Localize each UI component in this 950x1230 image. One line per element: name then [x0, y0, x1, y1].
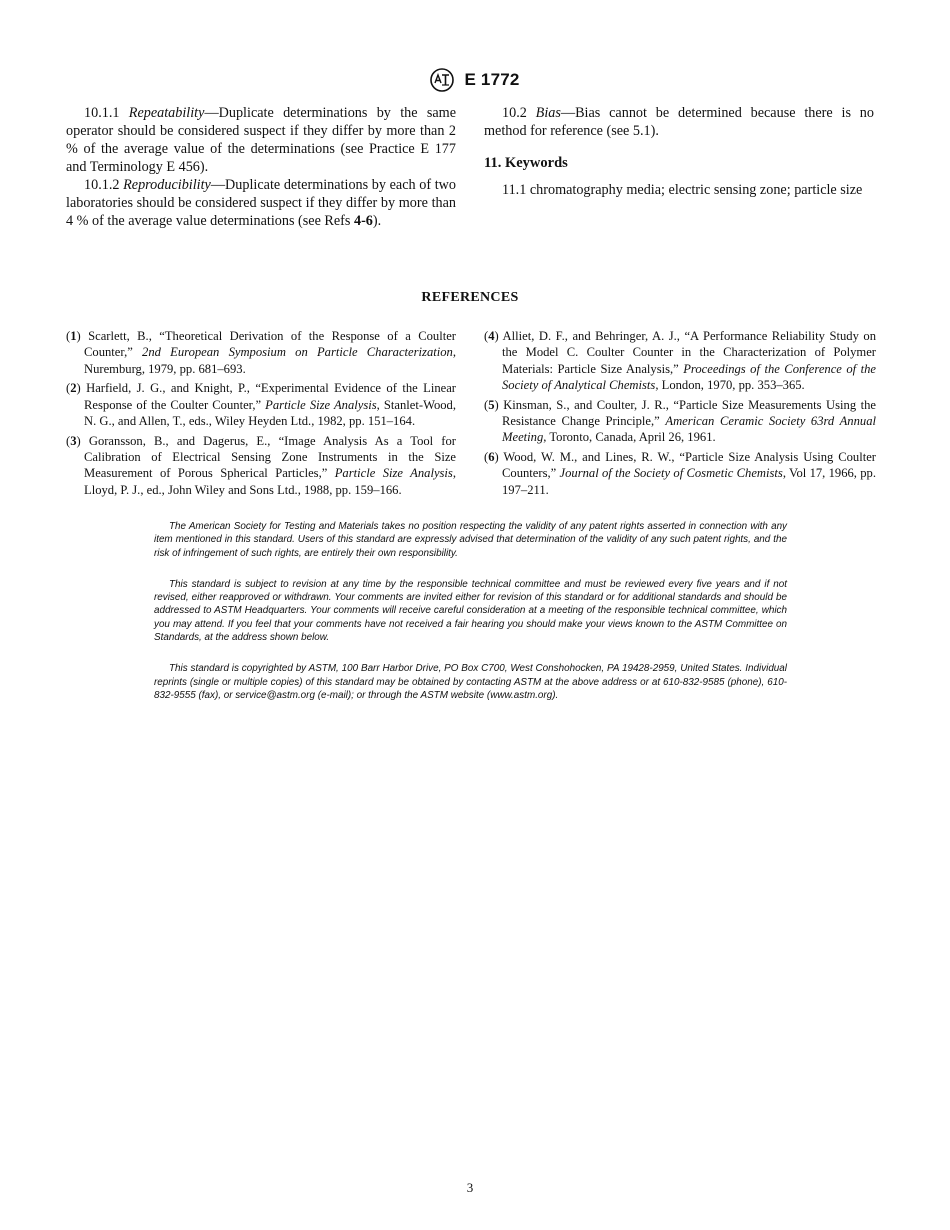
- section-number: 11.1: [502, 182, 527, 198]
- reference-text: Alliet, D. F., and Behringer, A. J., “A Performance Reliability Study on the Model C. Coulter Counter in the Characterization of Polymer Materials: Particle Size Analysis,”: [502, 329, 877, 376]
- section-number: 10.1.1: [84, 105, 120, 121]
- copyright-notice: This standard is copyrighted by ASTM, 100 Barr Harbor Drive, PO Box C700, West Conshohocken, PA 19428-2959, United States. Individual reprints (single or multiple copies) of this standard may be obtained by contacting ASTM at the above address or at 610-832-9585 (phone), 610-832-9555 (fax), or service@astm.org (e-mail); or through the ASTM website (www.astm.org).: [154, 663, 787, 701]
- paragraph-10-1-1: [66, 104, 456, 176]
- reference-details: , Toronto, Canada, April 26, 1961.: [543, 430, 716, 445]
- references-left-column: [66, 328, 456, 501]
- reference-details: , London, 1970, pp. 353–365.: [655, 377, 805, 392]
- page-header: [0, 68, 950, 92]
- document-number: E 1772: [464, 70, 520, 89]
- paragraph-10-2: [484, 104, 874, 140]
- reference-number: 2: [70, 381, 77, 396]
- astm-logo-icon: [430, 68, 454, 92]
- reference-details: , Nuremburg, 1979, pp. 681–693.: [84, 345, 456, 376]
- keywords-text: chromatography media; electric sensing zone; particle size: [529, 182, 863, 198]
- reference-details: , Vol 17, 1966, pp. 197–211.: [502, 466, 876, 497]
- reference-text: Goransson, B., and Dagerus, E., “Image Analysis As a Tool for Calibration of Electrical Sensing Zone Instruments in the Size Measurement of Porous Spherical Particles,”: [84, 433, 456, 481]
- term: Reproducibility: [123, 177, 211, 193]
- term: Bias: [535, 105, 561, 121]
- reference-item: (2) Harfield, J. G., and Knight, P., “Experimental Evidence of the Linear Response of the Coulter Counter,” Particle Size Analysis, Stanlet-Wood, N. G., and Allen, T., eds., Wiley Heyden Ltd., 1982, pp. 151–164.: [66, 381, 456, 428]
- reference-number: 5: [488, 397, 495, 412]
- term: Repeatability: [128, 105, 205, 121]
- keywords-heading: 11. Keywords: [484, 155, 568, 171]
- paragraph-text: —Bias cannot be determined because there is no method for reference (see 5.1).: [484, 105, 874, 139]
- reference-item: (3) Goransson, B., and Dagerus, E., “Image Analysis As a Tool for Calibration of Electrical Sensing Zone Instruments in the Size Measurement of Porous Spherical Particles,” Particle Size Analysis, Lloyd, P. J., ed., John Wiley and Sons Ltd., 1988, pp. 159–166.: [66, 433, 456, 497]
- page-number: 3: [466, 1180, 474, 1195]
- reference-text: Kinsman, S., and Coulter, J. R., “Particle Size Measurements Using the Resistance Change Principle,”: [502, 397, 876, 428]
- reference-text: Wood, W. M., and Lines, R. W., “Particle Size Analysis Using Coulter Counters,”: [502, 450, 876, 481]
- reference-source: Proceedings of the Conference of the Society of Analytical Chemists: [502, 361, 877, 392]
- paragraph-text: —Duplicate determinations by each of two laboratories should be considered suspect if they differ by more than 4 % of the average value determinations (see Refs: [66, 177, 456, 229]
- reference-number: 1: [70, 329, 77, 343]
- paragraph-10-1-2: [66, 176, 456, 230]
- reference-number: 6: [488, 450, 495, 465]
- legal-notices: [154, 520, 787, 720]
- patent-notice: The American Society for Testing and Materials takes no position respecting the validity of any patent rights asserted in connection with any item mentioned in this standard. Users of this standard are expressly advised that determination of the validity of any such patent rights, and the risk of infringement of such rights, are entirely their own responsibility.: [154, 521, 787, 559]
- reference-text: Harfield, J. G., and Knight, P., “Experimental Evidence of the Linear Response of the Coulter Counter,”: [84, 381, 456, 412]
- paragraph-text-end: ).: [372, 213, 382, 229]
- reference-item: (1) Scarlett, B., “Theoretical Derivation of the Response of a Coulter Counter,” 2nd European Symposium on Particle Characterization, Nuremburg, 1979, pp. 681–693.: [66, 329, 457, 376]
- reference-source: American Ceramic Society 63rd Annual Meeting: [502, 413, 876, 445]
- reference-source: Particle Size Analysis: [265, 397, 377, 412]
- reference-number: 3: [70, 433, 77, 448]
- reference-number: 4: [488, 329, 495, 343]
- section-number: 10.2: [502, 105, 527, 121]
- reference-item: (6) Wood, W. M., and Lines, R. W., “Particle Size Analysis Using Coulter Counters,” Journal of the Society of Cosmetic Chemists, Vol 17, 1966, pp. 197–211.: [484, 450, 876, 497]
- reference-item: (4) Alliet, D. F., and Behringer, A. J., “A Performance Reliability Study on the Model C. Coulter Counter in the Characterization of Polymer Materials: Particle Size Analysis,” Proceedings of the Conference of the Society of Analytical Chemists, London, 1970, pp. 353–365.: [484, 329, 877, 392]
- reference-range: 4-6: [353, 213, 373, 229]
- reference-item: (5) Kinsman, S., and Coulter, J. R., “Particle Size Measurements Using the Resistance Change Principle,” American Ceramic Society 63rd Annual Meeting, Toronto, Canada, April 26, 1961.: [484, 397, 876, 445]
- revision-notice: This standard is subject to revision at any time by the responsible technical committee and must be reviewed every five years and if not revised, either reapproved or withdrawn. Your comments are invited either for revision of this standard or for additional standards and should be addressed to ASTM Headquarters. Your comments will receive careful consideration at a meeting of the responsible technical committee, which you may attend. If you feel that your comments have not received a fair hearing you should make your views known to the ASTM Committee on Standards, at the address shown below.: [154, 578, 787, 644]
- references-title: REFERENCES: [421, 290, 519, 305]
- right-column: [484, 104, 874, 199]
- reference-details: , Stanlet-Wood, N. G., and Allen, T., eds., Wiley Heyden Ltd., 1982, pp. 151–164.: [84, 397, 456, 428]
- references-right-column: [484, 328, 876, 501]
- reference-source: Particle Size Analysis: [334, 466, 453, 481]
- reference-source: 2nd European Symposium on Particle Characterization: [142, 345, 453, 360]
- left-column: [66, 104, 456, 230]
- paragraph-11-1: [484, 181, 874, 199]
- paragraph-text: —Duplicate determinations by the same operator should be considered suspect if they differ by more than 2 % of the average value of the determinations (see Practice E 177 and Terminology E 456).: [66, 105, 456, 175]
- reference-source: Journal of the Society of Cosmetic Chemists: [559, 466, 783, 481]
- reference-details: , Lloyd, P. J., ed., John Wiley and Sons Ltd., 1988, pp. 159–166.: [84, 466, 456, 497]
- reference-text: Scarlett, B., “Theoretical Derivation of the Response of a Coulter Counter,”: [84, 329, 457, 360]
- section-number: 10.1.2: [84, 177, 120, 193]
